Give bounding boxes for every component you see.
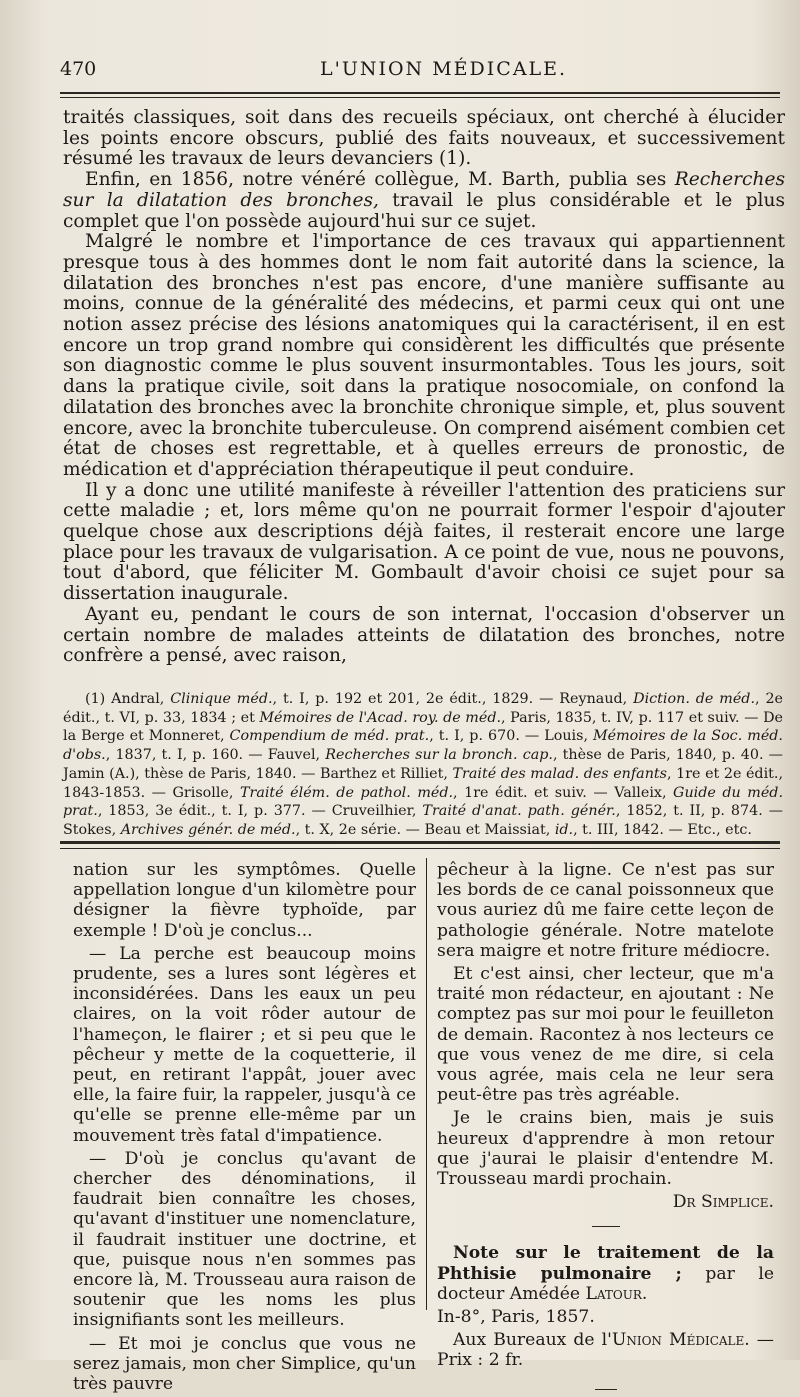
notice-author: Latour.: [585, 1283, 648, 1304]
feuilleton-separator: [60, 841, 780, 844]
header-rule: [60, 92, 780, 94]
main-article: [63, 108, 785, 667]
footnote-1: (1) Andral, Clinique méd., t. I, p. 192 et 201, 2e édit., 1829. — Reynaud, Diction. de méd., 2e édit., t. VI, p. 33, 1834 ; et Mémoires de l'Acad. roy. de méd., Paris, 1835, t. IV, p. 117 et suiv. — De la Berge et Monneret, Compendium de méd. prat., t. I, p. 670. — Louis, Mémoires de la Soc. méd. d'obs., 1837, t. I, p. 160. — Fauvel, Recherches sur la bronch. cap., thèse de Paris, 1840, p. 40. — Jamin (A.), thèse de Paris, 1840. — Barthez et Rilliet, Traité des malad. des enfants, 1re et 2e édit., 1843-1853. — Grisolle, Traité élém. de pathol. méd., 1re édit. et suiv. — Valleix, Guide du méd. prat., 1853, 3e édit., t. I, p. 377. — Cruveilhier, Traité d'anat. path. génér., 1852, t. II, p. 874. — Stokes, Archives génér. de méd., t. X, 2e série. — Beau et Maissiat, id., t. III, 1842. — Etc., etc.: [63, 691, 784, 838]
feuilleton-separator-thin: [60, 848, 780, 849]
feuilleton-right-column: [437, 860, 774, 1390]
signature: Dr Simplice.: [672, 1192, 774, 1213]
footnote: [63, 690, 783, 840]
feuilleton-right-p1: pêcheur à la ligne. Ce n'est pas sur les bords de ce canal poissonneux que vous auriez dû me faire cette leçon de pathologie générale. Notre matelote sera maigre et notre friture médiocre.: [437, 860, 774, 961]
paragraph-3: Malgré le nombre et l'importance de ces travaux qui appartiennent presque tous à des hommes dont le nom fait autorité dans la science, la dilatation des bronches n'est pas encore, d'une manière suffisante au moins, connue de la généralité des médecins, et parmi ceux qui ont une notion assez précise des lésions anatomiques qui la caractérisent, il en est encore un trop grand nombre qui considèrent les difficultés que présente son diagnostic comme le plus souvent insurmontables. Tous les jours, soit dans la pratique civile, soit dans la pratique nosocomiale, on confond la dilatation des bronches avec la bronchite chronique simple, et, plus souvent encore, avec la bronchite tuberculeuse. On comprend aisément combien cet état de choses est regrettable, et à quelles erreurs de pronostic, de médication et d'appréciation thérapeutique il peut conduire.: [63, 231, 785, 480]
book-notice: Note sur le traitement de la Phthisie pulmonaire ; par le docteur Amédée Latour.: [437, 1243, 774, 1304]
column-divider: [426, 858, 427, 1310]
running-title: L'UNION MÉDICALE.: [320, 58, 568, 80]
notice-title: Note sur le traitement de la Phthisie pulmonaire ;: [437, 1243, 774, 1284]
notice-price: Aux Bureaux de l'Union Médicale. — Prix : 2 fr.: [437, 1330, 774, 1371]
book-title: Recherches sur la dilatation des bronches,: [63, 169, 785, 211]
feuilleton-right-p2: Et c'est ainsi, cher lecteur, que m'a traité mon rédacteur, en ajoutant : Ne comptez pas sur moi pour le feuilleton de demain. Racontez à nos lecteurs ce que vous venez de me dire, si cela vous agrée, mais cela ne leur sera peut-être pas très agréable.: [437, 964, 774, 1106]
paragraph-1: traités classiques, soit dans des recueils spéciaux, ont cherché à élucider les points encore obscurs, publié des faits nouveaux, et successivement résumé les travaux de leurs devanciers (1).: [63, 107, 785, 170]
feuilleton-left-p4: — Et moi je conclus que vous ne serez jamais, mon cher Simplice, qu'un très pauvre: [73, 1333, 416, 1395]
feuilleton-right-p3: Je le crains bien, mais je suis heureux d'apprendre à mon retour que j'aurai le plaisir d'entendre M. Trousseau mardi prochain.: [437, 1108, 774, 1190]
paragraph-2: Enfin, en 1856, notre vénéré collègue, M. Barth, publia ses Recherches sur la dilatation des bronches, travail le plus considérable et le plus complet que l'on possède aujourd'hui sur ce sujet.: [63, 169, 785, 232]
page-header: [60, 58, 770, 86]
feuilleton-left-p2: — La perche est beaucoup moins prudente, ses a lures sont légères et inconsidérées. Dans les eaux un peu claires, on la voit rôder autour de l'hameçon, le flairer ; et si peu que le pêcheur y mette de la coquetterie, il peut, en retirant l'appât, jouer avec elle, la faire fuir, la rappeler, jusqu'à ce qu'elle se prenne elle-même par un mouvement très fatal d'impatience.: [73, 943, 416, 1146]
page-number: 470: [60, 58, 97, 80]
short-rule: [592, 1226, 620, 1227]
notice-format: In-8°, Paris, 1857.: [437, 1307, 595, 1328]
feuilleton-left-p1: nation sur les symptômes. Quelle appellation longue d'un kilomètre pour désigner la fièvre typhoïde, par exemple ! D'où je conclus...: [73, 860, 416, 941]
paragraph-5: Ayant eu, pendant le cours de son internat, l'occasion d'observer un certain nombre de malades atteints de dilatation des bronches, notre confrère a pensé, avec raison,: [63, 603, 785, 667]
bottom-rule: [595, 1389, 617, 1390]
feuilleton-left-column: [73, 860, 416, 1397]
feuilleton-left-p3: — D'où je conclus qu'avant de chercher des dénominations, il faudrait bien connaître les choses, qu'avant d'instituer une nomenclature, il faudrait instituer une doctrine, et que, puisque nous n'en sommes pas encore là, M. Trousseau aura raison de soutenir que les noms les plus insignifiants sont les meilleurs.: [73, 1148, 416, 1331]
header-rule-thin: [60, 97, 780, 98]
paragraph-4: Il y a donc une utilité manifeste à réveiller l'attention des praticiens sur cette maladie ; et, lors même qu'on ne pourrait former l'espoir d'ajouter quelque chose aux descriptions déjà faites, il resterait encore une large place pour les travaux de vulgarisation. A ce point de vue, nous ne pouvons, tout d'abord, que féliciter M. Gombault d'avoir choisi ce sujet pour sa dissertation inaugurale.: [63, 479, 785, 605]
